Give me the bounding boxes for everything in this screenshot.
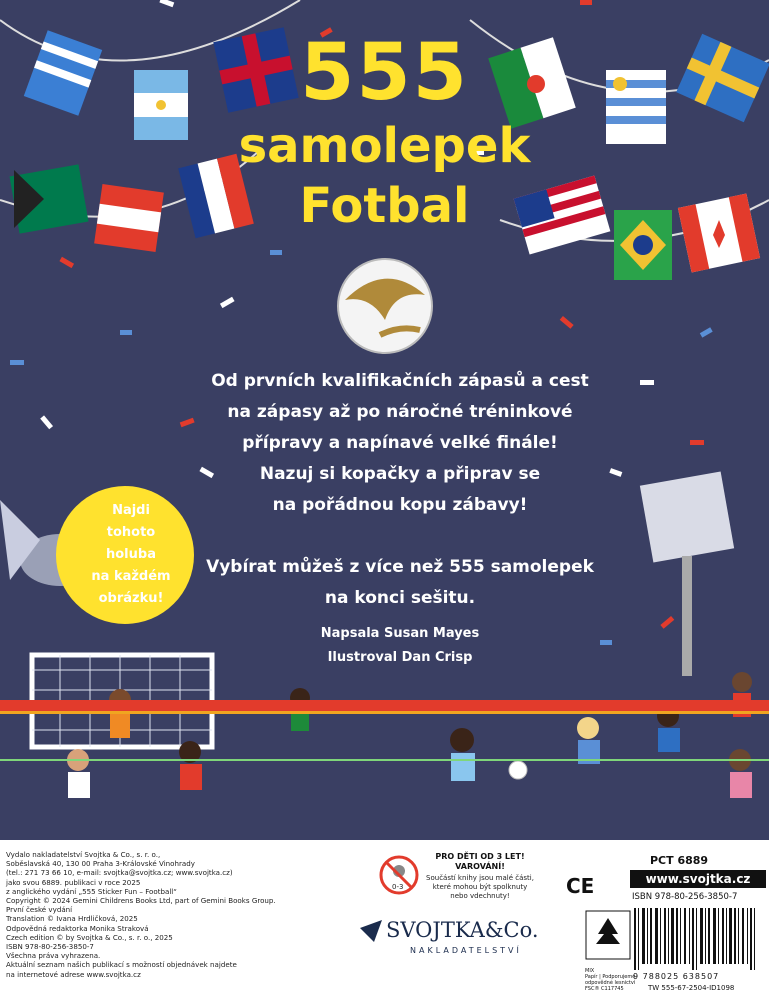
imprint-line: Soběslavská 40, 130 00 Praha 3-Královské Vinohrady [6,859,195,869]
blurb-line: na pořádnou kopu zábavy! [272,495,528,515]
imprint-line: Všechna práva vyhrazena. [6,951,101,961]
imprint-line: (tel.: 271 73 66 10, e-mail: svojtka@svojtka.cz; www.svojtka.cz) [6,868,233,878]
title-number: 555 [300,28,469,118]
blurb-line: Vybírat můžeš z více než 555 samolepek [206,557,594,577]
blurb-line: Nazuj si kopačky a připrav se [259,464,541,484]
fsc-line: Papír | Podporujeme [585,974,636,980]
warning-text [418,874,542,901]
blurb-secondary [190,552,610,614]
imprint-line: První české vydání [6,905,73,915]
tw-code: TW 555-67-2504-ID1098 [648,984,735,992]
stand-line [0,711,769,714]
barcode-number: 9 788025 638507 [633,972,720,981]
title-line-3: Fotbal [299,178,470,234]
author-credit: Napsala Susan Mayes [320,626,480,641]
imprint-text [6,850,346,979]
imprint-line: Odpovědná redaktorka Monika Straková [6,923,149,933]
badge-line: tohoto [106,525,156,540]
warning-title [430,852,530,872]
ce-mark: CE [566,874,595,898]
imprint-line: z anglického vydání „555 Sticker Fun – Football“ [6,886,177,896]
fsc-line: FSC® C117745 [585,986,624,992]
badge-line: obrázku! [98,591,164,606]
blurb [190,366,610,521]
warning-line: nebo vdechnuty! [450,892,510,900]
isbn: ISBN 978-80-256-3850-7 [632,892,738,902]
pct-code: PCT 6889 [650,854,709,867]
barcode-icon [634,908,760,970]
publisher-logo: SVOJTKA&Co. [386,918,539,942]
imprint-line: na internetové adrese www.svojtka.cz [6,969,141,979]
imprint-line: ISBN 978-80-256-3850-7 [6,942,94,952]
publisher-subtitle: NAKLADATELSTVÍ [410,946,522,955]
fsc-line: MIX [585,968,595,974]
imprint-line: Vydalo nakladatelství Svojtka & Co., s. r. o., [6,850,161,859]
warning-line: Součástí knihy jsou malé části, [426,874,534,882]
publisher-url: www.svojtka.cz [630,870,766,888]
imprint-line: Aktuální seznam našich publikací s možností objednávek najdete [6,960,237,970]
player-figures-icon [67,672,752,798]
imprint-line: Czech edition © by Svojtka & Co., s. r. o., 2025 [6,932,173,942]
imprint-line: jako svou 6889. publikaci v roce 2025 [6,877,141,887]
blurb-line: přípravy a napínavé velké finále! [242,433,558,453]
age-label: 0-3 [392,883,404,891]
badge-line: na každém [91,569,171,584]
blurb-line: na zápasy až po náročné tréninkové [227,402,573,422]
warning-title-line: PRO DĚTI OD 3 LET! [435,852,525,861]
blurb-line: na konci sešitu. [324,588,476,608]
age-warning-icon [378,854,420,896]
football-icon [338,259,432,353]
back-info-panel [0,840,769,1000]
badge-line: Najdi [112,503,150,518]
fsc-logo-icon [585,910,631,960]
imprint-line: Translation © Ivana Hrdličková, 2025 [6,914,138,924]
floodlight-icon [640,471,734,676]
title-line-2: samolepek [238,118,531,174]
warning-title-line: VAROVÁNÍ! [455,862,505,871]
warning-line: které mohou být spolknuty [432,883,528,891]
blurb-line: Od prvních kvalifikačních zápasů a cest [211,371,589,391]
pigeon-badge [56,486,194,624]
badge-line: holuba [106,547,156,562]
fsc-line: odpovědné lesnictví [585,980,636,986]
illustrator-credit: Ilustroval Dan Crisp [327,650,473,665]
imprint-line: Copyright © 2024 Gemini Childrens Books Ltd, part of Gemini Books Group. [6,896,276,906]
publisher-logo-icon [360,920,382,942]
